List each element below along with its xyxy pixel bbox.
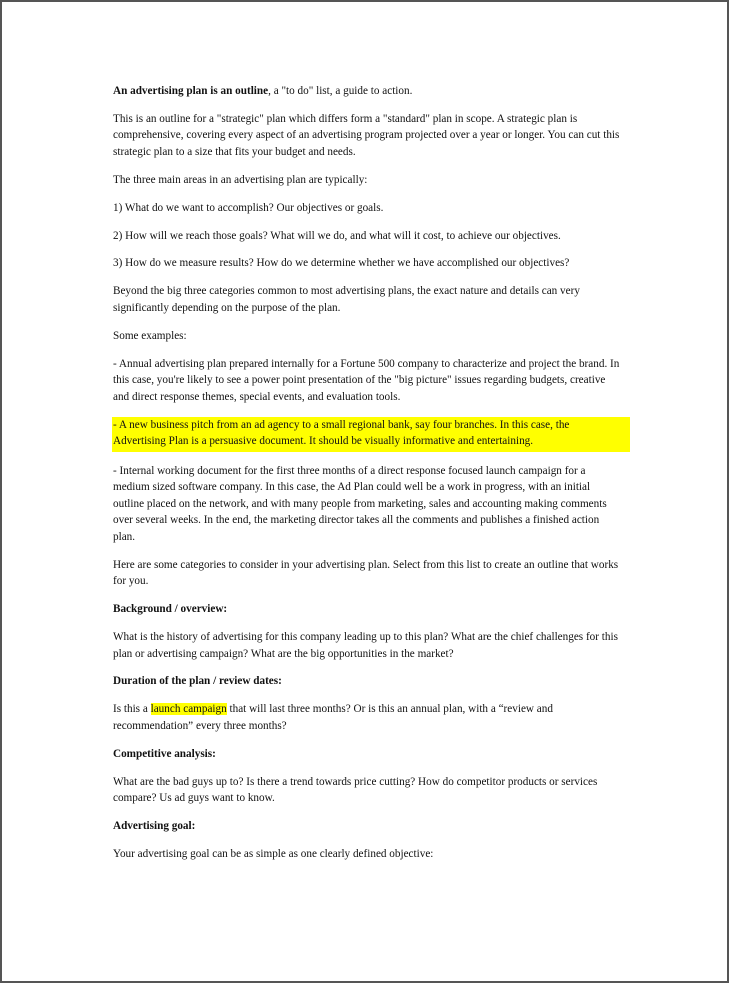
competitive-paragraph: What are the bad guys up to? Is there a trend towards price cutting? How do competitor products or services compare? Us ad guys want to know.	[113, 775, 598, 805]
heading-duration: Duration of the plan / review dates:	[113, 675, 282, 688]
intro-rest: , a "to do" list, a guide to action.	[268, 85, 413, 97]
duration-paragraph	[113, 701, 623, 734]
question-3: 3) How do we measure results? How do we determine whether we have accomplished our objectives?	[113, 257, 570, 270]
goal-paragraph: Your advertising goal can be as simple as one clearly defined objective:	[113, 847, 434, 860]
duration-before: Is this a	[113, 703, 151, 716]
example-1: - Annual advertising plan prepared internally for a Fortune 500 company to characterize and project the brand. In this case, you're likely to see a power point presentation of the "big picture" issues regarding budgets, creative and direct response themes, special events, and evaluation tools.	[113, 357, 620, 403]
example-2-highlighted: - A new business pitch from an ad agency to a small regional bank, say four branches. In this case, the Advertising Plan is a persuasive document. It should be visually informative and entertaining.	[112, 417, 630, 452]
duration-after: that will last three months? Or is this an annual plan, with a “review and recommendation” every three months?	[113, 703, 553, 732]
strategic-paragraph: This is an outline for a "strategic" plan which differs form a "standard" plan in scope. A strategic plan is comprehensive, covering every aspect of an advertising program projected over a year or longer. You can cut this strategic plan to a size that fits your budget and needs.	[113, 112, 620, 158]
example-3: - Internal working document for the first three months of a direct response focused launch campaign for a medium sized software company. In this case, the Ad Plan could well be a work in progress, with an initial outline placed on the network, and with many people from marketing, sales and accounting making comments over several weeks. In the end, the marketing director takes all the comments and publishes a finished action plan.	[113, 464, 607, 543]
background-paragraph: What is the history of advertising for this company leading up to this plan? What are the chief challenges for this plan or advertising campaign? What are the big opportunities in the market?	[113, 631, 618, 660]
question-1: 1) What do we want to accomplish? Our objectives or goals.	[113, 201, 384, 214]
question-2: 2) How will we reach those goals? What will we do, and what will it cost, to achieve our objectives.	[113, 229, 561, 242]
beyond-paragraph: Beyond the big three categories common to most advertising plans, the exact nature and details can very significantly depending on the purpose of the plan.	[113, 285, 580, 314]
document-body	[113, 83, 623, 874]
heading-background: Background / overview:	[113, 603, 228, 616]
heading-goal: Advertising goal:	[113, 820, 196, 833]
categories-paragraph: Here are some categories to consider in your advertising plan. Select from this list to create an outline that works for you.	[113, 558, 619, 588]
intro-paragraph	[113, 83, 623, 100]
three-areas-paragraph: The three main areas in an advertising plan are typically:	[113, 173, 368, 186]
some-examples-label: Some examples:	[113, 329, 187, 342]
intro-lead: An advertising plan is an outline	[113, 85, 269, 97]
launch-campaign-highlight: launch campaign	[150, 703, 227, 716]
heading-competitive: Competitive analysis:	[113, 747, 216, 760]
